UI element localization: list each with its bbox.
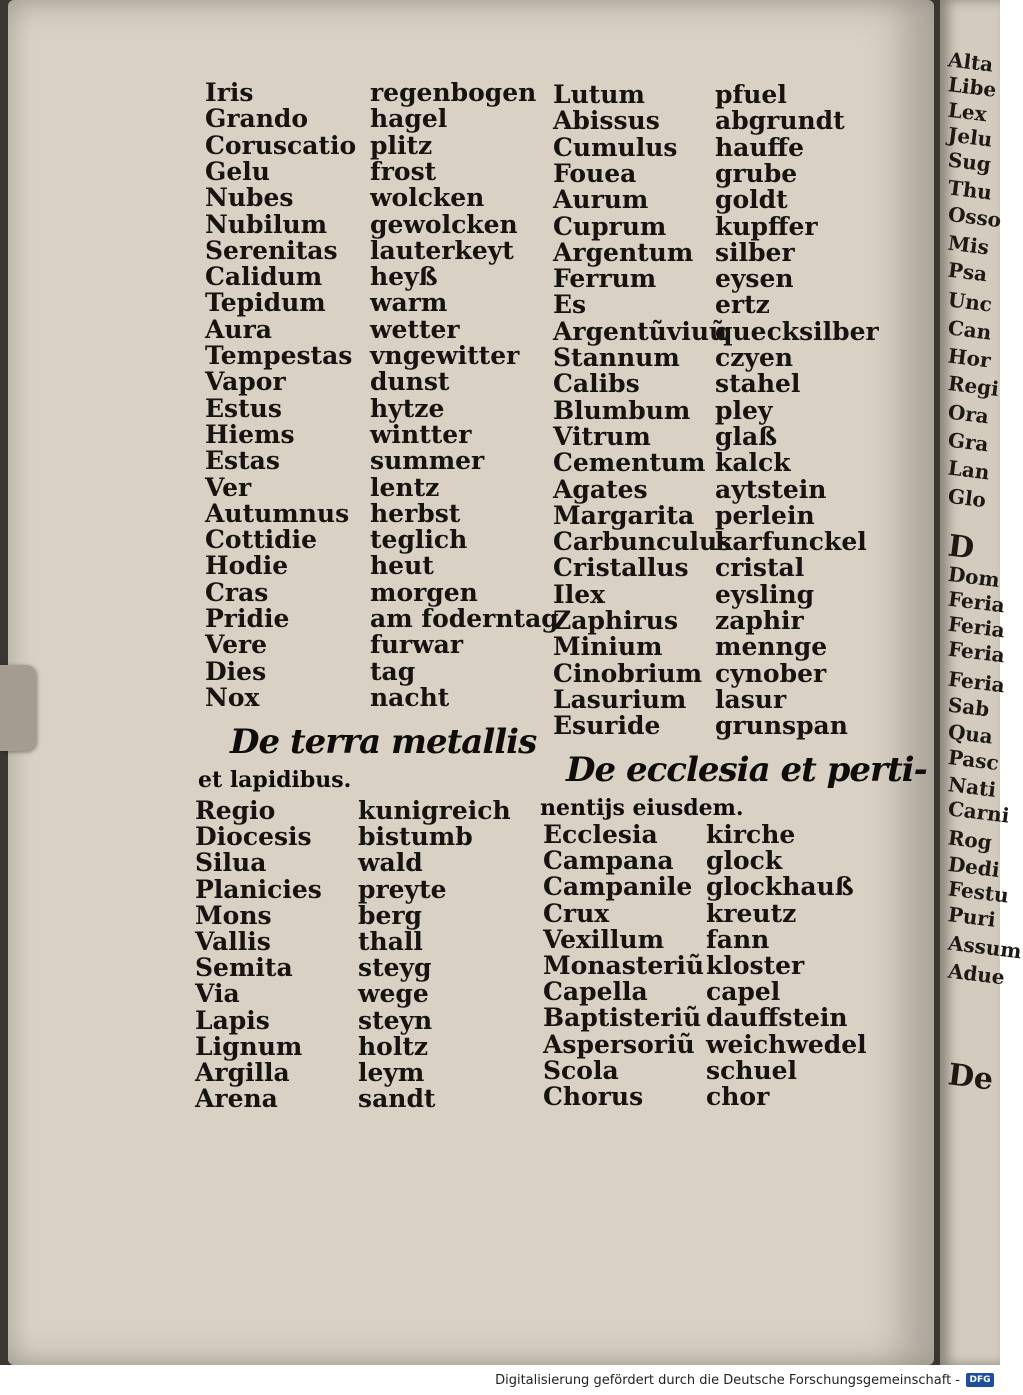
- german-word: stahel: [715, 369, 801, 399]
- latin-word: Monasteriũ: [543, 951, 705, 980]
- german-word: warm: [370, 288, 448, 318]
- edge-word: Psa: [946, 257, 989, 287]
- latin-word: Cristallus: [553, 553, 689, 583]
- german-word: aytstein: [715, 474, 827, 504]
- latin-word: Tempestas: [205, 341, 353, 370]
- latin-word: Zaphirus: [553, 606, 679, 635]
- latin-word: Carbunculus: [553, 527, 732, 557]
- german-word: heut: [370, 551, 434, 581]
- latin-word: Cuprum: [553, 211, 667, 241]
- latin-word: Aurum: [553, 185, 649, 215]
- edge-word: Puri: [946, 902, 998, 932]
- latin-word: Arena: [195, 1084, 278, 1114]
- latin-word: Agates: [553, 474, 648, 504]
- heading-left-title: De terra metallis: [230, 722, 537, 762]
- latin-word: Nubilum: [205, 209, 328, 239]
- latin-word: Calibs: [553, 369, 640, 399]
- page-clip: [0, 665, 36, 751]
- edge-word: Feria: [946, 611, 1007, 643]
- heading-left-subtitle: et lapidibus.: [198, 767, 352, 793]
- edge-word: Feria: [946, 666, 1007, 698]
- latin-word: Hiems: [205, 419, 295, 449]
- edge-word: Regi: [946, 370, 1001, 402]
- edge-word: Pasc: [946, 744, 1001, 776]
- german-word: furwar: [370, 630, 463, 660]
- latin-word: Nox: [205, 682, 260, 712]
- german-word: plitz: [370, 130, 433, 160]
- german-word: lentz: [370, 472, 440, 502]
- german-word: teglich: [370, 525, 468, 555]
- german-word: ertz: [715, 290, 770, 320]
- german-word: abgrundt: [715, 106, 845, 136]
- latin-word: Lapis: [195, 1005, 270, 1035]
- latin-word: Vere: [205, 630, 268, 660]
- german-word: steyn: [358, 1005, 433, 1035]
- latin-word: Silua: [195, 848, 267, 878]
- latin-word: Regio: [195, 796, 276, 825]
- german-word: fann: [706, 924, 770, 954]
- german-word: wolcken: [370, 183, 485, 213]
- edge-word: Gra: [946, 427, 990, 457]
- german-word: sandt: [358, 1084, 436, 1114]
- german-word: berg: [358, 900, 423, 930]
- edge-word: Glo: [946, 483, 988, 513]
- latin-word: Lasurium: [553, 684, 687, 714]
- latin-word: Baptisteriũ: [543, 1003, 702, 1033]
- edge-word: Ora: [946, 399, 991, 429]
- german-word: glock: [706, 846, 783, 876]
- latin-word: Vallis: [195, 927, 271, 956]
- german-word: wald: [358, 848, 423, 878]
- heading-right-title: De ecclesia et perti-: [566, 750, 927, 790]
- latin-word: Serenitas: [205, 235, 338, 265]
- latin-word: Stannum: [553, 343, 680, 372]
- german-word: wege: [358, 979, 429, 1009]
- latin-word: Margarita: [553, 500, 695, 530]
- latin-word: Aura: [205, 314, 272, 344]
- german-word: eysling: [715, 579, 815, 609]
- german-word: perlein: [715, 500, 815, 530]
- latin-word: Iris: [205, 78, 254, 107]
- german-word: tag: [370, 656, 416, 686]
- edge-word: Libe: [946, 72, 998, 102]
- edge-word: Can: [946, 315, 993, 345]
- edge-word: Unc: [946, 287, 994, 317]
- latin-word: Lutum: [553, 80, 645, 109]
- edge-word: Mis: [946, 230, 991, 260]
- german-word: cynober: [715, 658, 827, 688]
- german-word: chor: [706, 1082, 770, 1111]
- german-word: heyß: [370, 262, 438, 292]
- latin-word: Tepidum: [205, 288, 326, 318]
- latin-word: Blumbum: [553, 395, 691, 425]
- german-word: holtz: [358, 1031, 429, 1061]
- german-word: pley: [715, 395, 773, 425]
- edge-word: Feria: [946, 586, 1007, 618]
- edge-word: Osso: [946, 201, 1003, 233]
- latin-word: Vapor: [205, 367, 286, 397]
- german-word: wintter: [370, 419, 472, 449]
- german-word: dauffstein: [706, 1003, 848, 1033]
- edge-word: D: [945, 528, 977, 567]
- german-word: goldt: [715, 185, 788, 215]
- latin-word: Vexillum: [543, 924, 665, 954]
- latin-word: Abissus: [553, 106, 660, 136]
- latin-word: Ecclesia: [543, 820, 658, 849]
- latin-word: Autumnus: [205, 498, 350, 528]
- latin-word: Campana: [543, 846, 674, 876]
- german-word: kunigreich: [358, 796, 511, 825]
- german-word: grube: [715, 158, 798, 188]
- latin-word: Hodie: [205, 551, 289, 581]
- edge-word: Carni: [946, 796, 1011, 828]
- german-word: karfunckel: [715, 527, 867, 557]
- edge-word: Dom: [946, 561, 1002, 593]
- latin-word: Grando: [205, 104, 309, 134]
- german-word: mennge: [715, 632, 828, 662]
- german-word: preyte: [358, 874, 447, 904]
- german-word: zaphir: [715, 606, 804, 635]
- german-word: thall: [358, 927, 423, 956]
- latin-word: Nubes: [205, 183, 294, 213]
- dfg-logo: DFG: [966, 1373, 994, 1387]
- edge-word: Jelu: [946, 122, 994, 152]
- german-word: grunspan: [715, 711, 848, 741]
- edge-word: Lan: [946, 455, 991, 485]
- latin-word: Cumulus: [553, 132, 678, 162]
- german-word: quecksilber: [715, 316, 879, 346]
- german-word: cristal: [715, 553, 805, 583]
- german-word: kloster: [706, 951, 805, 980]
- edge-word: Nati: [946, 772, 998, 802]
- latin-word: Scola: [543, 1055, 619, 1085]
- edge-word: Rog: [946, 825, 994, 855]
- edge-word: Dedi: [946, 851, 1001, 883]
- german-word: kupffer: [715, 211, 818, 241]
- latin-word: Ilex: [553, 579, 606, 609]
- latin-word: Argilla: [195, 1058, 290, 1087]
- edge-word: De: [946, 1057, 996, 1098]
- adjacent-page-edge: [940, 0, 1023, 1365]
- latin-word: Argentum: [553, 237, 694, 267]
- latin-word: Ferrum: [553, 264, 657, 294]
- latin-word: Calidum: [205, 262, 323, 292]
- latin-word: Cinobrium: [553, 658, 703, 688]
- german-word: gewolcken: [370, 209, 518, 239]
- german-word: hauffe: [715, 132, 804, 162]
- latin-word: Semita: [195, 953, 293, 983]
- german-word: glaß: [715, 421, 778, 451]
- german-word: czyen: [715, 343, 794, 372]
- edge-word: Adue: [946, 958, 1007, 990]
- latin-word: Gelu: [205, 156, 270, 186]
- german-word: wetter: [370, 314, 460, 344]
- edge-word: Lex: [946, 97, 989, 127]
- book-page: [8, 0, 934, 1365]
- latin-word: Dies: [205, 656, 267, 686]
- latin-word: Ver: [205, 472, 252, 502]
- latin-word: Mons: [195, 900, 272, 930]
- german-word: hytze: [370, 393, 445, 423]
- edge-word: Sug: [946, 147, 993, 177]
- edge-word: Assum: [946, 930, 1023, 964]
- german-word: eysen: [715, 264, 794, 294]
- german-word: lauterkeyt: [370, 235, 514, 265]
- german-word: kalck: [715, 448, 791, 478]
- german-word: pfuel: [715, 80, 787, 109]
- latin-word: Cottidie: [205, 525, 318, 555]
- latin-word: Minium: [553, 632, 663, 662]
- latin-word: Pridie: [205, 604, 290, 633]
- latin-word: Via: [195, 979, 240, 1009]
- edge-word: Thu: [946, 175, 994, 205]
- latin-word: Argentũviuũ: [553, 316, 728, 346]
- german-word: hagel: [370, 104, 448, 134]
- latin-word: Lignum: [195, 1031, 303, 1061]
- latin-word: Campanile: [543, 872, 693, 902]
- latin-word: Fouea: [553, 158, 637, 188]
- german-word: steyg: [358, 953, 432, 983]
- latin-word: Planicies: [195, 874, 322, 904]
- german-word: schuel: [706, 1055, 798, 1085]
- german-word: capel: [706, 977, 781, 1007]
- german-word: frost: [370, 156, 437, 186]
- german-word: bistumb: [358, 822, 473, 852]
- german-word: silber: [715, 237, 795, 267]
- edge-word: Alta: [946, 47, 995, 77]
- footer: [0, 1365, 1000, 1395]
- german-word: kreutz: [706, 898, 797, 928]
- german-word: herbst: [370, 498, 461, 528]
- edge-word: Feria: [946, 636, 1007, 668]
- latin-word: Esuride: [553, 711, 661, 741]
- latin-word: Estus: [205, 393, 282, 423]
- latin-word: Estas: [205, 446, 280, 476]
- german-word: weichwedel: [706, 1029, 867, 1059]
- edge-word: Sab: [946, 692, 991, 722]
- heading-right-subtitle: nentijs eiusdem.: [540, 795, 744, 821]
- german-word: kirche: [706, 820, 796, 849]
- latin-word: Vitrum: [553, 421, 651, 451]
- german-word: regenbogen: [370, 78, 537, 107]
- german-word: leym: [358, 1058, 425, 1087]
- german-word: vngewitter: [370, 341, 520, 370]
- edge-word: Qua: [946, 719, 995, 749]
- german-word: nacht: [370, 682, 450, 712]
- german-word: dunst: [370, 367, 450, 397]
- edge-word: Hor: [946, 343, 993, 373]
- german-word: glockhauß: [706, 872, 854, 902]
- latin-word: Aspersoriũ: [543, 1029, 695, 1059]
- german-word: lasur: [715, 684, 787, 714]
- latin-word: Chorus: [543, 1082, 644, 1111]
- german-word: am foderntag: [370, 604, 559, 633]
- latin-word: Cementum: [553, 448, 706, 478]
- latin-word: Crux: [543, 898, 610, 928]
- german-word: summer: [370, 446, 485, 476]
- latin-word: Es: [553, 290, 587, 320]
- german-word: morgen: [370, 577, 478, 607]
- latin-word: Cras: [205, 577, 269, 607]
- latin-word: Coruscatio: [205, 130, 357, 160]
- latin-word: Diocesis: [195, 822, 312, 852]
- latin-word: Capella: [543, 977, 648, 1007]
- footer-credit: Digitalisierung gefördert durch die Deutsche Forschungsgemeinschaft -: [495, 1373, 960, 1388]
- edge-word: Festu: [946, 876, 1011, 908]
